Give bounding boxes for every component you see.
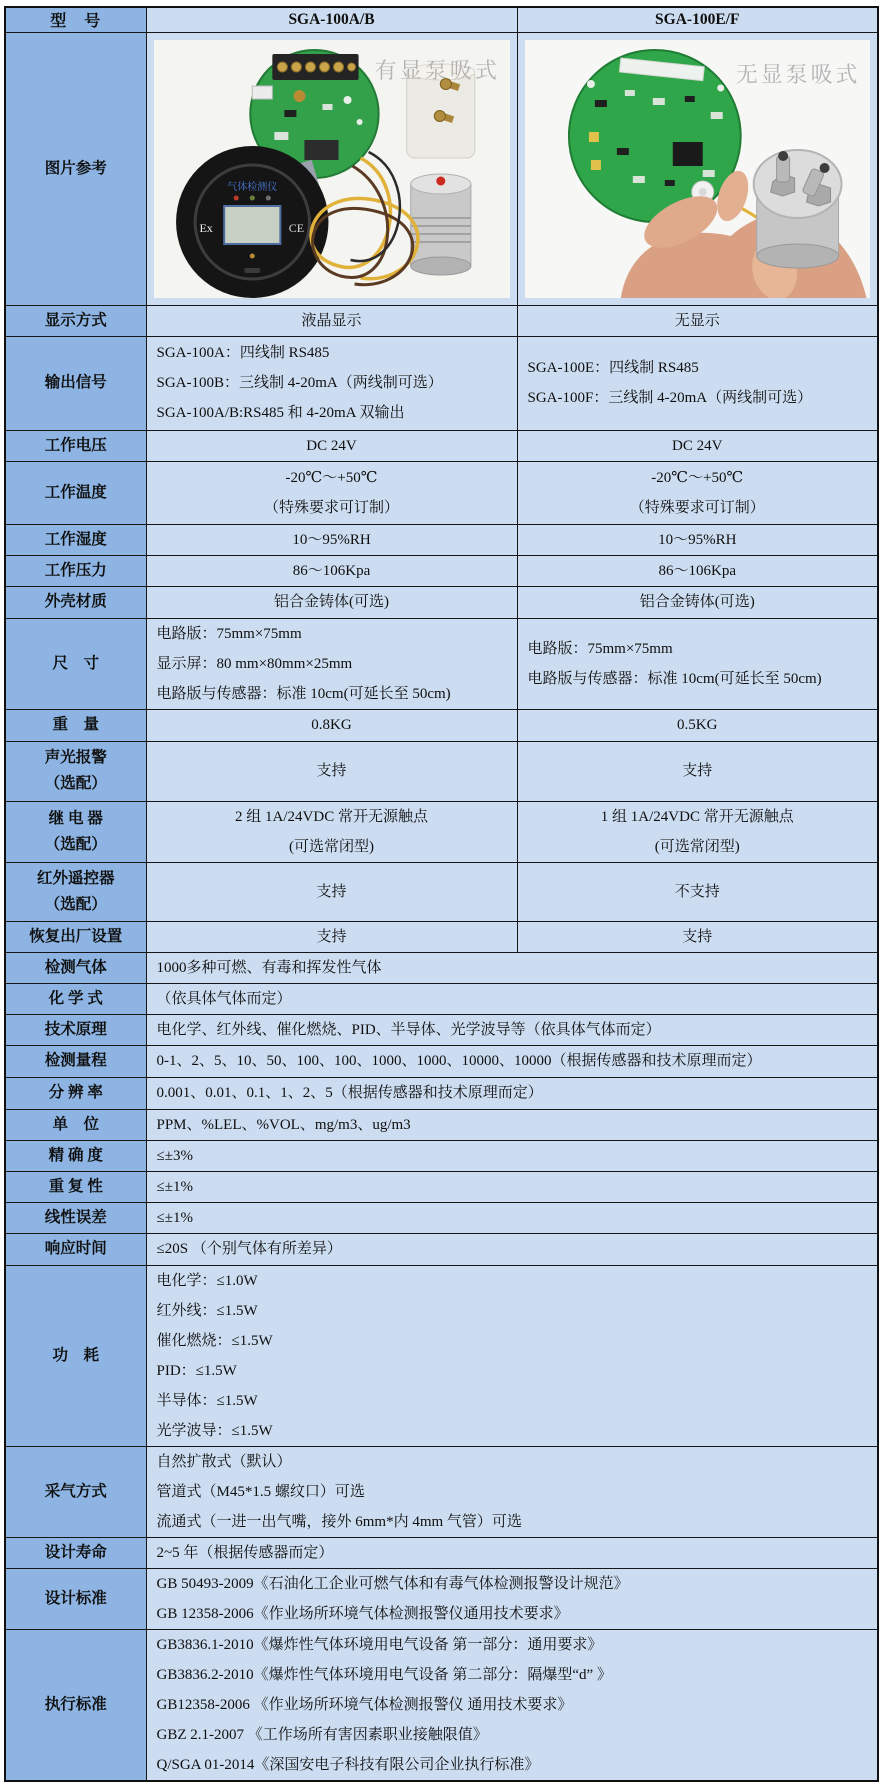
row-label-linearity — [5, 1202, 146, 1233]
row-label-text: 工作压力 — [44, 561, 107, 579]
row-label-gases — [5, 952, 146, 983]
row-label-power — [5, 1265, 146, 1446]
row-label-display — [5, 305, 146, 336]
value-text: （特殊要求可订制） — [629, 499, 765, 516]
value-voltage-model-b — [517, 430, 878, 461]
gas-detector-display-icon — [176, 146, 328, 298]
row-label-range — [5, 1045, 146, 1077]
value-exec_std — [146, 1629, 878, 1781]
value-text: 显示屏：80 mm×80mm×25mm — [156, 655, 353, 672]
value-text: ≤20S （个别气体有所差异） — [156, 1241, 342, 1257]
value-text: 2 组 1A/24VDC 常开无源触点 — [235, 808, 428, 825]
value-text: 流通式（一进一出气嘴，接外 6mm*内 4mm 气管）可选 — [156, 1513, 522, 1530]
value-text: SGA-100E：四线制 RS485 — [527, 360, 699, 376]
value-text: （依具体气体而定） — [156, 990, 292, 1007]
row-label-resolution — [5, 1077, 146, 1109]
value-accuracy — [146, 1140, 878, 1171]
row-label-text: 工作温度 — [44, 483, 107, 501]
spec-row-relay — [5, 801, 878, 862]
product-photo-sga-100ab — [154, 40, 510, 298]
value-text: 0.001、0.01、0.1、1、2、5（根据传感器和技术原理而定） — [156, 1085, 543, 1101]
value-resolution — [146, 1077, 878, 1109]
row-label-text: 分 辨 率 — [48, 1084, 103, 1101]
row-label-text: 继 电 器 — [48, 809, 103, 827]
value-text: DC 24V — [672, 437, 723, 454]
row-label-pressure — [5, 555, 146, 586]
value-text: 红外线：≤1.5W — [156, 1302, 258, 1319]
row-label-text: 技术原理 — [44, 1020, 107, 1038]
value-text: 自然扩散式（默认） — [156, 1453, 292, 1470]
image-row-label — [5, 32, 146, 305]
value-gases — [146, 952, 878, 983]
row-label-temperature — [5, 461, 146, 524]
spec-table-body — [5, 305, 878, 1781]
value-output-model-a — [146, 336, 517, 430]
row-label-voltage — [5, 430, 146, 461]
value-output-model-b — [517, 336, 878, 430]
value-text: ≤±1% — [156, 1178, 193, 1195]
value-text: -20℃～+50℃ — [651, 469, 744, 486]
value-pressure-model-b — [517, 555, 878, 586]
row-label-text: 输出信号 — [44, 374, 107, 391]
spec-row-formula — [5, 983, 878, 1014]
watermark-text: 无显泵吸式 — [735, 61, 861, 87]
row-label-formula — [5, 983, 146, 1014]
value-text: 0.8KG — [311, 717, 352, 733]
value-display-model-b — [517, 305, 878, 336]
row-label-design_std — [5, 1568, 146, 1629]
row-label-text: 工作电压 — [44, 436, 107, 454]
value-text: 半导体：≤1.5W — [156, 1392, 258, 1409]
value-text: 不支持 — [674, 883, 720, 900]
row-label-text: 检测量程 — [44, 1052, 107, 1069]
value-text: GB3836.2-2010《爆炸性气体环境用电气设备 第二部分：隔爆型“d” 》 — [156, 1666, 612, 1683]
model-header-label: 型 号 — [5, 7, 146, 32]
value-text: SGA-100B：三线制 4-20mA（两线制可选） — [156, 375, 443, 391]
value-text: (可选常闭型) — [654, 838, 740, 855]
row-label-repeatability — [5, 1171, 146, 1202]
value-relay-model-a — [146, 801, 517, 862]
value-pressure-model-a — [146, 555, 517, 586]
value-text: 光学波导：≤1.5W — [156, 1422, 273, 1439]
spec-row-resolution — [5, 1077, 878, 1109]
value-sampling — [146, 1446, 878, 1537]
value-response — [146, 1233, 878, 1265]
device-screen-title: 气体检测仪 — [226, 181, 277, 193]
row-label-text: 红外遥控器 — [36, 869, 115, 887]
value-text: ≤±1% — [156, 1209, 193, 1226]
value-text: 电路版：75mm×75mm — [156, 625, 302, 642]
row-label-text: 检测气体 — [44, 958, 107, 976]
value-text: GB12358-2006 《作业场所环境气体检测报警仪 通用技术要求》 — [156, 1696, 573, 1713]
spec-row-linearity — [5, 1202, 878, 1233]
value-shell-model-b — [517, 586, 878, 618]
spec-row-principle — [5, 1014, 878, 1045]
spec-row-reset — [5, 921, 878, 952]
value-voltage-model-a — [146, 430, 517, 461]
value-text: GBZ 2.1-2007 《工作场所有害因素职业接触限值》 — [156, 1726, 488, 1743]
value-repeatability — [146, 1171, 878, 1202]
row-label-text: 图片参考 — [44, 159, 107, 177]
spec-row-remote — [5, 862, 878, 921]
spec-row-design_std — [5, 1568, 878, 1629]
value-text: 支持 — [682, 928, 713, 945]
value-text: GB3836.1-2010《爆炸性气体环境用电气设备 第一部分：通用要求》 — [156, 1636, 603, 1653]
spec-table — [4, 6, 879, 1782]
sensor-cylinder-icon — [753, 150, 841, 268]
row-label-sampling — [5, 1446, 146, 1537]
value-text: Q/SGA 01-2014《深国安电子科技有限公司企业执行标准》 — [156, 1756, 540, 1773]
model-b-header: SGA-100E/F — [517, 7, 878, 32]
row-label-lifespan — [5, 1537, 146, 1568]
spec-row-pressure — [5, 555, 878, 586]
value-design_std — [146, 1568, 878, 1629]
value-text: (可选常闭型) — [289, 838, 374, 855]
row-label-text: （选配） — [44, 895, 107, 913]
value-text: SGA-100A：四线制 RS485 — [156, 345, 330, 361]
spec-row-lifespan — [5, 1537, 878, 1568]
value-shell-model-a — [146, 586, 517, 618]
value-text: PPM、%LEL、%VOL、mg/m3、ug/m3 — [156, 1116, 411, 1133]
row-label-unit — [5, 1109, 146, 1140]
row-label-text: 执行标准 — [44, 1695, 107, 1713]
value-lifespan — [146, 1537, 878, 1568]
value-text: 2~5 年（根据传感器而定） — [156, 1544, 334, 1561]
value-text: 支持 — [316, 928, 347, 945]
spec-row-display — [5, 305, 878, 336]
spec-row-shell — [5, 586, 878, 618]
row-label-text: 外壳材质 — [44, 593, 107, 610]
spec-row-weight — [5, 709, 878, 741]
value-text: DC 24V — [306, 437, 357, 454]
value-principle — [146, 1014, 878, 1045]
value-text: 支持 — [316, 763, 347, 779]
value-temperature-model-a — [146, 461, 517, 524]
spec-row-response — [5, 1233, 878, 1265]
watermark-text: 有显泵吸式 — [374, 57, 500, 83]
value-text: 0-1、2、5、10、50、100、100、1000、1000、10000、10000（根据传感器和技术原理而定） — [156, 1053, 762, 1069]
header-row — [5, 7, 878, 32]
row-label-alarm — [5, 741, 146, 801]
row-label-weight — [5, 709, 146, 741]
spec-row-output — [5, 336, 878, 430]
value-weight-model-a — [146, 709, 517, 741]
value-text: （特殊要求可订制） — [263, 499, 399, 516]
value-humidity-model-b — [517, 524, 878, 555]
product-photo-cell-a — [146, 32, 517, 305]
value-text: 无显示 — [674, 312, 720, 329]
value-humidity-model-a — [146, 524, 517, 555]
value-text: 管道式（M45*1.5 螺纹口）可选 — [156, 1483, 365, 1500]
row-label-text: 线性误差 — [44, 1208, 107, 1226]
row-label-shell — [5, 586, 146, 618]
value-text: PID：≤1.5W — [156, 1362, 237, 1379]
value-text: 铝合金铸体(可选) — [274, 594, 389, 610]
spec-row-humidity — [5, 524, 878, 555]
pcb-board-icon — [568, 50, 740, 222]
row-label-text: 单 位 — [52, 1115, 99, 1133]
row-label-text: （选配） — [44, 775, 107, 792]
row-label-text: 工作湿度 — [44, 530, 107, 548]
row-label-exec_std — [5, 1629, 146, 1781]
spec-row-range — [5, 1045, 878, 1077]
value-text: 液晶显示 — [301, 312, 362, 329]
value-text: 1000多种可燃、有毒和挥发性气体 — [156, 959, 382, 976]
row-label-text: 采气方式 — [44, 1482, 107, 1500]
value-text: SGA-100F：三线制 4-20mA（两线制可选） — [527, 390, 813, 406]
row-label-reset — [5, 921, 146, 952]
value-text: GB 50493-2009《石油化工企业可燃气体和有毒气体检测报警设计规范》 — [156, 1575, 629, 1592]
row-label-humidity — [5, 524, 146, 555]
row-label-text: 设计寿命 — [44, 1543, 107, 1561]
row-label-text: 设计标准 — [44, 1589, 107, 1607]
value-alarm-model-b — [517, 741, 878, 801]
value-reset-model-b — [517, 921, 878, 952]
row-label-text: 化 学 式 — [48, 989, 103, 1007]
row-label-text: 功 耗 — [52, 1346, 99, 1364]
value-text: 催化燃烧：≤1.5W — [156, 1332, 273, 1349]
value-remote-model-a — [146, 862, 517, 921]
model-a-header: SGA-100A/B — [146, 7, 517, 32]
value-text: 0.5KG — [677, 717, 718, 733]
value-text: 1 组 1A/24VDC 常开无源触点 — [600, 808, 794, 825]
row-label-text: （选配） — [44, 835, 107, 853]
value-formula — [146, 983, 878, 1014]
row-label-response — [5, 1233, 146, 1265]
row-label-text: 精 确 度 — [48, 1146, 103, 1164]
value-text: GB 12358-2006《作业场所环境气体检测报警仪通用技术要求》 — [156, 1605, 569, 1622]
value-temperature-model-b — [517, 461, 878, 524]
value-text: 86～106Kpa — [292, 562, 371, 579]
spec-row-voltage — [5, 430, 878, 461]
value-text: 支持 — [316, 883, 347, 900]
row-label-relay — [5, 801, 146, 862]
row-label-text: 恢复出厂设置 — [29, 927, 123, 945]
value-text: 86～106Kpa — [658, 562, 736, 579]
photo-b-illustration — [525, 40, 871, 298]
value-text: 电路版与传感器：标准 10cm(可延长至 50cm) — [156, 685, 451, 702]
spec-row-exec_std — [5, 1629, 878, 1781]
spec-row-gases — [5, 952, 878, 983]
row-label-principle — [5, 1014, 146, 1045]
value-dimensions-model-b — [517, 618, 878, 709]
spec-row-power — [5, 1265, 878, 1446]
row-label-text: 声光报警 — [44, 749, 107, 766]
value-linearity — [146, 1202, 878, 1233]
value-text: 10～95%RH — [292, 531, 371, 548]
image-reference-row — [5, 32, 878, 305]
value-text: -20℃～+50℃ — [285, 469, 378, 486]
ce-mark: CE — [288, 220, 304, 235]
row-label-text: 重 复 性 — [48, 1177, 103, 1195]
value-unit — [146, 1109, 878, 1140]
value-remote-model-b — [517, 862, 878, 921]
ex-mark: Ex — [198, 220, 213, 235]
row-label-remote — [5, 862, 146, 921]
row-label-accuracy — [5, 1140, 146, 1171]
value-range — [146, 1045, 878, 1077]
value-text: 电化学、红外线、催化燃烧、PID、半导体、光学波导等（依具体气体而定） — [156, 1021, 661, 1038]
product-photo-cell-b — [517, 32, 878, 305]
value-display-model-a — [146, 305, 517, 336]
value-text: 电化学：≤1.0W — [156, 1272, 258, 1289]
spec-row-repeatability — [5, 1171, 878, 1202]
row-label-text: 显示方式 — [44, 311, 107, 329]
spec-row-temperature — [5, 461, 878, 524]
row-label-dimensions — [5, 618, 146, 709]
value-relay-model-b — [517, 801, 878, 862]
value-alarm-model-a — [146, 741, 517, 801]
spec-row-unit — [5, 1109, 878, 1140]
value-weight-model-b — [517, 709, 878, 741]
spec-row-alarm — [5, 741, 878, 801]
row-label-text: 尺 寸 — [52, 654, 99, 672]
value-text: ≤±3% — [156, 1147, 193, 1164]
value-text: 支持 — [682, 763, 713, 779]
value-text: 电路版：75mm×75mm — [527, 640, 673, 657]
row-label-output — [5, 336, 146, 430]
spec-row-sampling — [5, 1446, 878, 1537]
photo-a-illustration — [154, 40, 510, 298]
value-reset-model-a — [146, 921, 517, 952]
row-label-text: 重 量 — [52, 716, 99, 733]
value-text: SGA-100A/B:RS485 和 4-20mA 双输出 — [156, 405, 405, 421]
value-text: 电路版与传感器：标准 10cm(可延长至 50cm) — [527, 670, 822, 687]
spec-row-dimensions — [5, 618, 878, 709]
spec-row-accuracy — [5, 1140, 878, 1171]
value-dimensions-model-a — [146, 618, 517, 709]
value-text: 铝合金铸体(可选) — [639, 594, 755, 610]
value-power — [146, 1265, 878, 1446]
value-text: 10～95%RH — [658, 531, 737, 548]
product-photo-sga-100ef — [525, 40, 871, 298]
row-label-text: 响应时间 — [44, 1240, 107, 1257]
sensor-cylinder-icon — [410, 174, 470, 275]
